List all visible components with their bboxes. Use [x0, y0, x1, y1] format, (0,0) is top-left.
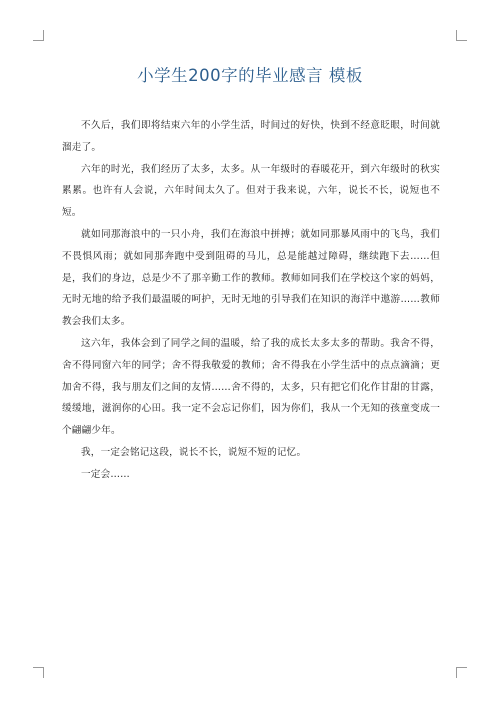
crop-mark-top-right — [456, 30, 467, 41]
document-body — [62, 115, 440, 486]
paragraph-4: 这六年，我体会到了同学之间的温暖，给了我的成长太多太多的帮助。我舍不得，舍不得同窗六年的同学；舍不得我敬爱的教师；舍不得我在小学生活中的点点滴滴；更加舍不得，我与朋友们之间的友情……舍不得的，太多，只有把它们化作甘甜的甘露，缓缓地，滋润你的心田。我一定不会忘记你们，因为你们，我从一个无知的孩童变成一个翩翩少年。 — [62, 337, 440, 437]
crop-mark-bottom-right — [456, 667, 467, 678]
paragraph-2: 六年的时光，我们经历了太多，太多。从一年级时的春暖花开，到六年级时的秋实累累。也许有人会说，六年时间太久了。但对于我来说，六年，说长不长，说短也不短。 — [62, 163, 440, 219]
crop-mark-bottom-left — [33, 667, 44, 678]
document-title: 小学生200字的毕业感言 模板 — [137, 66, 363, 85]
paragraph-5: 我，一定会铭记这段，说长不长，说短不短的记忆。 — [81, 446, 307, 458]
paragraph-1: 不久后，我们即将结束六年的小学生活，时间过的好快，快到不经意眨眼，时间就溜走了。 — [62, 120, 440, 153]
crop-mark-top-left — [33, 30, 44, 41]
paragraph-3: 就如同那海浪中的一只小舟，我们在海浪中拼搏；就如同那暴风雨中的飞鸟，我们不畏惧风雨；就如同那奔跑中受到阻碍的马儿，总是能越过障碍，继续跑下去……但是，我们的身边，总是少不了那辛勤工作的教师。教师如同我们在学校这个家的妈妈，无时无地的给予我们最温暖的呵护，无时无地的引导我们在知识的海洋中遨游……教师教会我们太多。 — [62, 228, 440, 328]
paragraph-6: 一定会…… — [81, 468, 130, 480]
